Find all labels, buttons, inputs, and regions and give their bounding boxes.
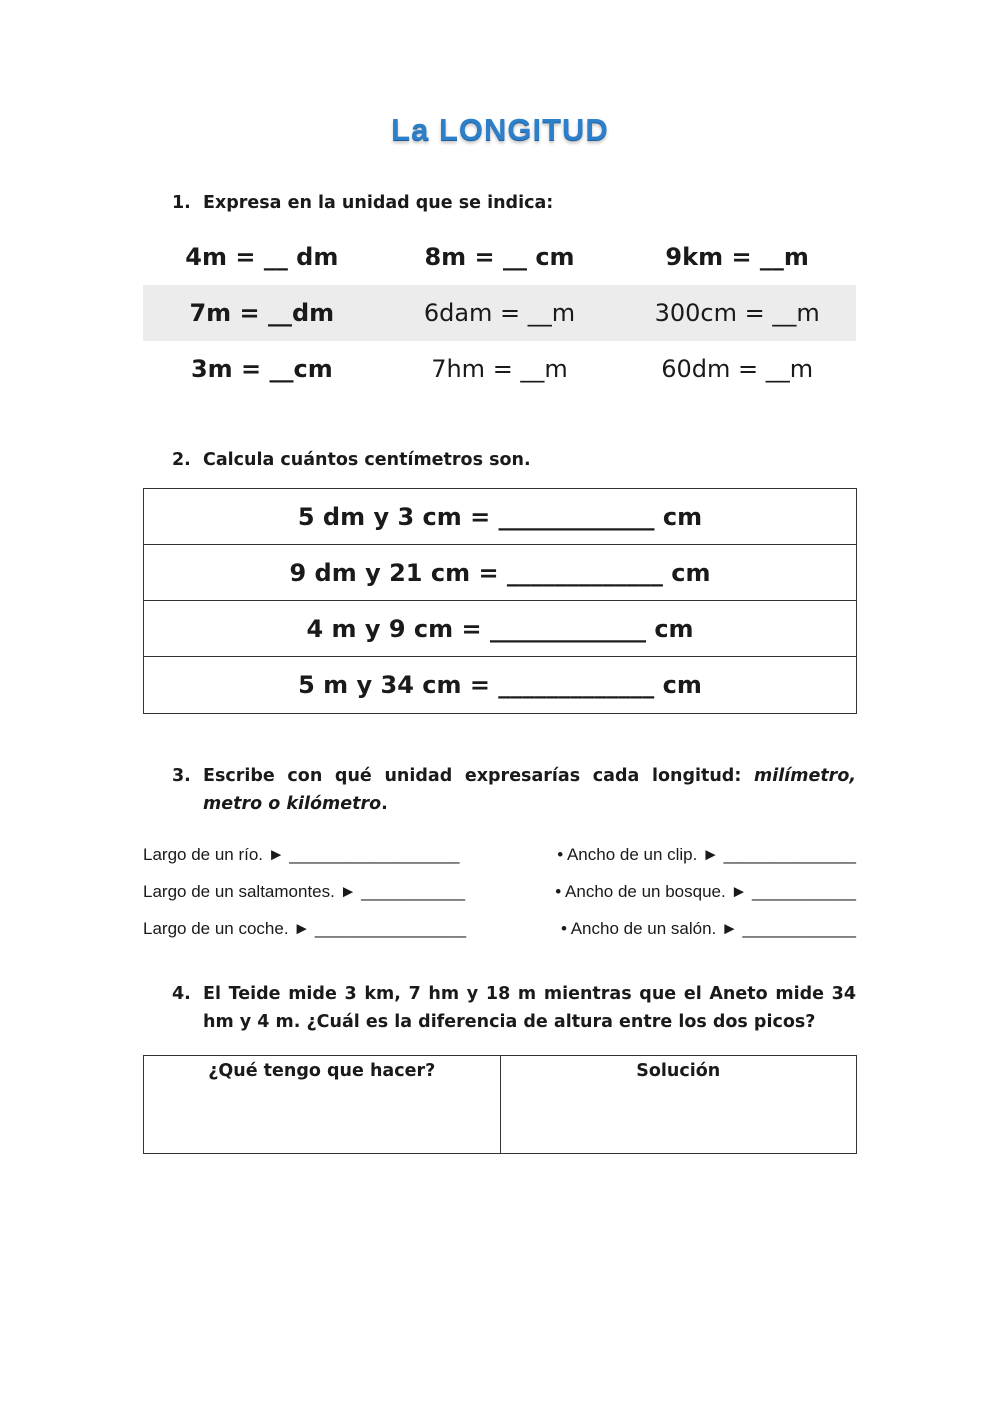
unit-item[interactable]: • Ancho de un bosque. ► ___________ (555, 881, 856, 901)
question-3-number: 3. (172, 766, 191, 786)
question-3-end: . (381, 794, 388, 814)
question-4 (172, 980, 856, 1036)
solution-cell[interactable]: Solución (500, 1056, 857, 1153)
question-3-text: Escribe con qué unidad expresarías cada longitud: (203, 766, 754, 786)
problem-table (143, 1055, 857, 1154)
question-2-text: Calcula cuántos centímetros son. (203, 450, 531, 470)
centimeters-row[interactable]: 4 m y 9 cm = _____________ cm (144, 601, 856, 657)
centimeters-row[interactable]: 5 m y 34 cm = _____________ cm (298, 671, 702, 699)
conversion-item[interactable]: 6dam = __m (423, 299, 576, 327)
conversion-item[interactable]: 3m = __cm (190, 355, 333, 383)
question-2-number: 2. (172, 450, 191, 470)
unit-item[interactable]: • Ancho de un clip. ► ______________ (557, 844, 856, 864)
question-3-options: milímetro, metro o kilómetro (203, 766, 856, 814)
what-to-do-cell[interactable]: ¿Qué tengo que hacer? (208, 1061, 436, 1081)
conversion-row (143, 285, 856, 341)
conversion-item[interactable]: 60dm = __m (661, 355, 814, 383)
question-4-number: 4. (172, 984, 191, 1004)
unit-item[interactable]: • Ancho de un salón. ► ____________ (560, 918, 856, 938)
unit-item[interactable]: Largo de un río. ► __________________ (143, 844, 460, 864)
question-4-text: El Teide mide 3 km, 7 hm y 18 m mientras que el Aneto mide 34 hm y 4 m. ¿Cuál es la diferencia de altura entre los dos picos? (203, 984, 856, 1032)
conversion-item[interactable]: 300cm = __m (654, 299, 820, 327)
conversion-item[interactable]: 4m = __ dm (185, 243, 339, 271)
unit-row (143, 910, 856, 947)
conversion-item[interactable]: 9km = __m (665, 243, 809, 271)
question-1-text: Expresa en la unidad que se indica: (203, 193, 554, 213)
conversion-item[interactable]: 7m = __dm (189, 299, 335, 327)
question-2 (172, 446, 531, 474)
unit-item[interactable]: Largo de un saltamontes. ► ___________ (143, 881, 466, 901)
question-1 (172, 189, 553, 217)
centimeters-row[interactable]: 9 dm y 21 cm = _____________ cm (144, 545, 856, 601)
worksheet-title: La LONGITUD (391, 112, 609, 147)
conversion-item[interactable]: 7hm = __m (431, 355, 568, 383)
unit-list (143, 836, 856, 947)
conversion-item[interactable]: 8m = __ cm (424, 243, 575, 271)
centimeters-table (143, 488, 857, 714)
centimeters-row[interactable]: 5 dm y 3 cm = _____________ cm (144, 489, 856, 545)
question-3 (172, 762, 856, 818)
conversion-row (143, 229, 856, 285)
conversion-grid (143, 229, 856, 397)
unit-row (143, 873, 856, 910)
unit-item[interactable]: Largo de un coche. ► ________________ (143, 918, 467, 938)
unit-row (143, 836, 856, 873)
question-1-number: 1. (172, 193, 191, 213)
conversion-row (143, 341, 856, 397)
